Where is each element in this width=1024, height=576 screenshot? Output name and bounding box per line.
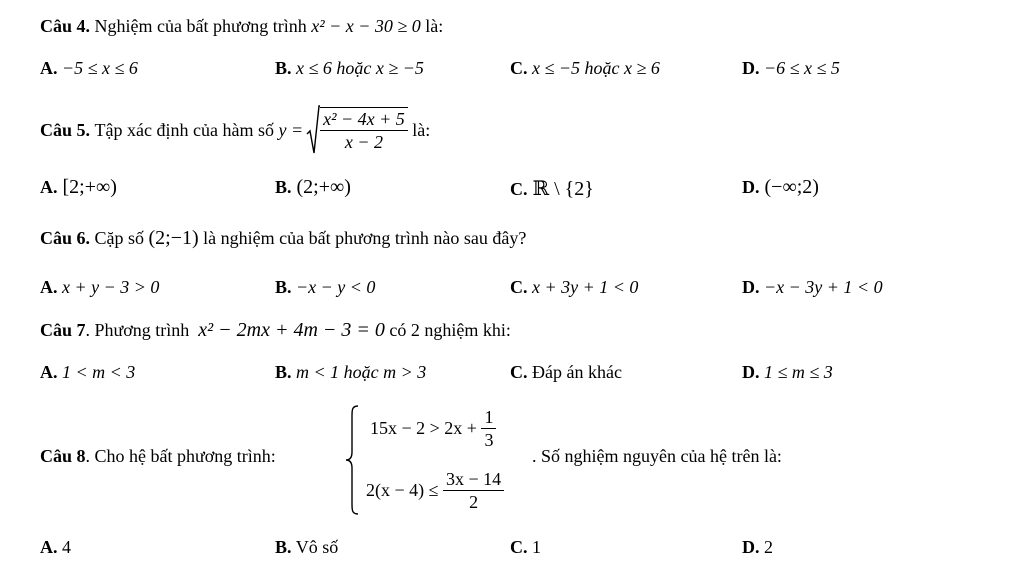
question-8-tail: . Số nghiệm nguyên của hệ trên là: (532, 446, 782, 466)
system-line-1 (370, 402, 496, 454)
question-tail: là nghiệm của bất phương trình nào sau đây? (203, 228, 527, 248)
option-letter: A. (40, 362, 58, 382)
question-label: Câu 7 (40, 320, 86, 340)
q7-option-a[interactable] (40, 362, 135, 383)
option-letter: D. (742, 537, 760, 557)
option-value: [2;+∞) (62, 176, 117, 198)
option-letter: A. (40, 537, 58, 557)
q6-option-b[interactable] (275, 277, 375, 298)
fraction-one-third (481, 406, 496, 451)
option-value: 2 (764, 537, 773, 557)
q5-option-d[interactable] (742, 176, 819, 199)
question-text: Nghiệm của bất phương trình (94, 16, 307, 36)
option-letter: D. (742, 277, 760, 297)
option-letter: B. (275, 362, 292, 382)
option-letter: C. (510, 179, 528, 199)
q8-option-c[interactable] (510, 537, 541, 558)
q6-option-c[interactable] (510, 277, 638, 298)
fraction-denominator: 2 (469, 491, 479, 512)
option-letter: A. (40, 277, 58, 297)
function-y: y = (278, 119, 304, 140)
question-text: Cặp số (94, 228, 145, 248)
question-tail: là: (412, 119, 431, 140)
fraction-denominator: x − 2 (344, 132, 383, 152)
option-value: Đáp án khác (532, 362, 622, 382)
equation-expression: x² − 2mx + 4m − 3 = 0 (198, 319, 385, 341)
q4-option-d[interactable] (742, 58, 840, 79)
option-value: −x − 3y + 1 < 0 (764, 277, 883, 297)
option-value: x ≤ 6 hoặc x ≥ −5 (296, 58, 424, 78)
q5-option-c[interactable] (510, 176, 594, 201)
option-value: 1 (532, 537, 541, 557)
fraction-numerator: 1 (481, 406, 496, 429)
question-6 (40, 227, 526, 250)
question-7 (40, 319, 511, 342)
question-label: Câu 6. (40, 228, 91, 248)
option-value: (2;+∞) (296, 176, 351, 198)
option-value: x ≤ −5 hoặc x ≥ 6 (532, 58, 660, 78)
option-letter: B. (275, 277, 292, 297)
question-8-intro (40, 446, 276, 467)
q4-option-c[interactable] (510, 58, 660, 79)
option-letter: B. (275, 58, 292, 78)
q4-option-a[interactable] (40, 58, 138, 79)
question-tail: có 2 nghiệm khi: (389, 320, 511, 340)
system-line-1-left: 15x − 2 > 2x + (370, 417, 477, 438)
q6-option-d[interactable] (742, 277, 883, 298)
question-text: . Phương trình (85, 320, 190, 340)
option-letter: B. (275, 177, 292, 197)
option-letter: C. (510, 58, 528, 78)
option-value: 4 (62, 537, 71, 557)
option-value: x + y − 3 > 0 (62, 277, 160, 297)
option-value: −5 ≤ x ≤ 6 (62, 58, 138, 78)
option-letter: C. (510, 362, 528, 382)
question-label: Câu 5. (40, 119, 91, 140)
option-value: m < 1 hoặc m > 3 (296, 362, 427, 382)
fraction-numerator: x² − 4x + 5 (320, 108, 408, 131)
option-letter: D. (742, 177, 760, 197)
q5-option-b[interactable] (275, 176, 351, 199)
system-line-2 (366, 464, 504, 516)
q8-option-d[interactable] (742, 537, 773, 558)
question-label: Câu 8 (40, 446, 86, 466)
option-value: x + 3y + 1 < 0 (532, 277, 639, 297)
system-line-2-left: 2(x − 4) ≤ (366, 479, 439, 500)
option-letter: A. (40, 58, 58, 78)
system-brace (344, 404, 360, 516)
option-letter: D. (742, 362, 760, 382)
sqrt-sign (306, 104, 320, 156)
option-value: 1 < m < 3 (62, 362, 136, 382)
number-pair: (2;−1) (148, 227, 199, 249)
radicand-fraction (320, 107, 408, 153)
option-letter: C. (510, 537, 528, 557)
option-value: Vô số (295, 537, 339, 557)
question-4 (40, 16, 443, 37)
option-value: −6 ≤ x ≤ 5 (764, 58, 840, 78)
q8-option-b[interactable] (275, 537, 338, 558)
q8-option-a[interactable] (40, 537, 71, 558)
fraction-3x-14-over-2 (443, 468, 504, 513)
option-letter: D. (742, 58, 760, 78)
option-value: −x − y < 0 (296, 277, 376, 297)
question-label: Câu 4. (40, 16, 91, 36)
q4-option-b[interactable] (275, 58, 424, 79)
q7-option-c[interactable] (510, 362, 622, 383)
q5-option-a[interactable] (40, 176, 117, 199)
fraction-numerator: 3x − 14 (443, 468, 504, 491)
option-value: 1 ≤ m ≤ 3 (764, 362, 833, 382)
question-5 (40, 104, 430, 156)
q6-option-a[interactable] (40, 277, 159, 298)
option-value: ℝ \ {2} (532, 178, 594, 200)
q7-option-d[interactable] (742, 362, 833, 383)
fraction-denominator: 3 (484, 429, 494, 450)
inequality-expression: x² − x − 30 ≥ 0 (311, 16, 421, 36)
question-text: . Cho hệ bất phương trình: (85, 446, 276, 466)
option-letter: C. (510, 277, 528, 297)
option-letter: B. (275, 537, 292, 557)
q7-option-b[interactable] (275, 362, 426, 383)
question-text: Tập xác định của hàm số (94, 119, 274, 140)
option-letter: A. (40, 177, 58, 197)
option-value: (−∞;2) (764, 176, 819, 198)
question-tail: là: (425, 16, 444, 36)
